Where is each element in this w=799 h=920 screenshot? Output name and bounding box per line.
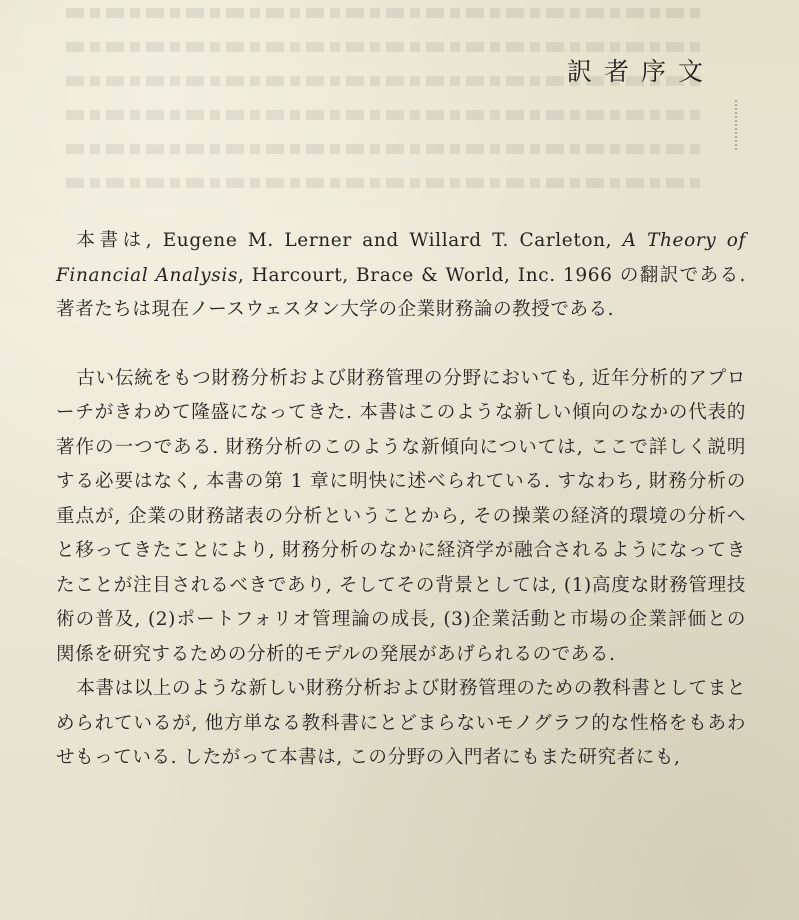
source-citation-lead: 本書は, Eugene M. Lerner and Willard T. Carleton, [76,230,623,251]
source-citation-tail: , Harcourt, Brace & World, Inc. 1966 の翻訳である. 著者たちは現在ノースウェスタン大学の企業財務論の教授である. [56,264,746,320]
book-title-italic: A Theory of Financial Analysis [56,230,746,286]
paragraph-translation-source [56,224,746,328]
paragraph-analytical-approach: 古い伝統をもつ財務分析および財務管理の分野においても, 近年分析的アプローチがきわめて隆盛になってきた. 本書はこのような新しい傾向のなかの代表的著作の一つである. 財務分析のこのような新傾向については, ここで詳しく説明する必要はなく, 本書の第 1 章に明快に述べられている. すなわち, 財務分析の重点が, 企業の財務諸表の分析ということから, その操業の経済的環境の分析へと移ってきたことにより, 財務分析のなかに経済学が融合されるようになってきたことが注目されるべきであり, そしてその背景としては, (1)高度な財務管理技術の普及, (2)ポートフォリオ管理論の成長, (3)企業活動と市場の企業評価との関係を研究するための分析的モデルの発展があげられるのである. [56,367,746,665]
body-text [56,224,746,776]
paragraph-textbook-nature: 本書は以上のような新しい財務分析および財務管理のための教科書としてまとめられているが, 他方単なる教科書にとどまらないモノグラフ的な性格をもあわせもっている. したがって本書は, この分野の入門者にもまた研究者にも, [56,678,746,768]
margin-mark [735,100,739,150]
show-through-text-decoration [60,8,700,198]
page-title: 訳者序文 [566,57,715,86]
